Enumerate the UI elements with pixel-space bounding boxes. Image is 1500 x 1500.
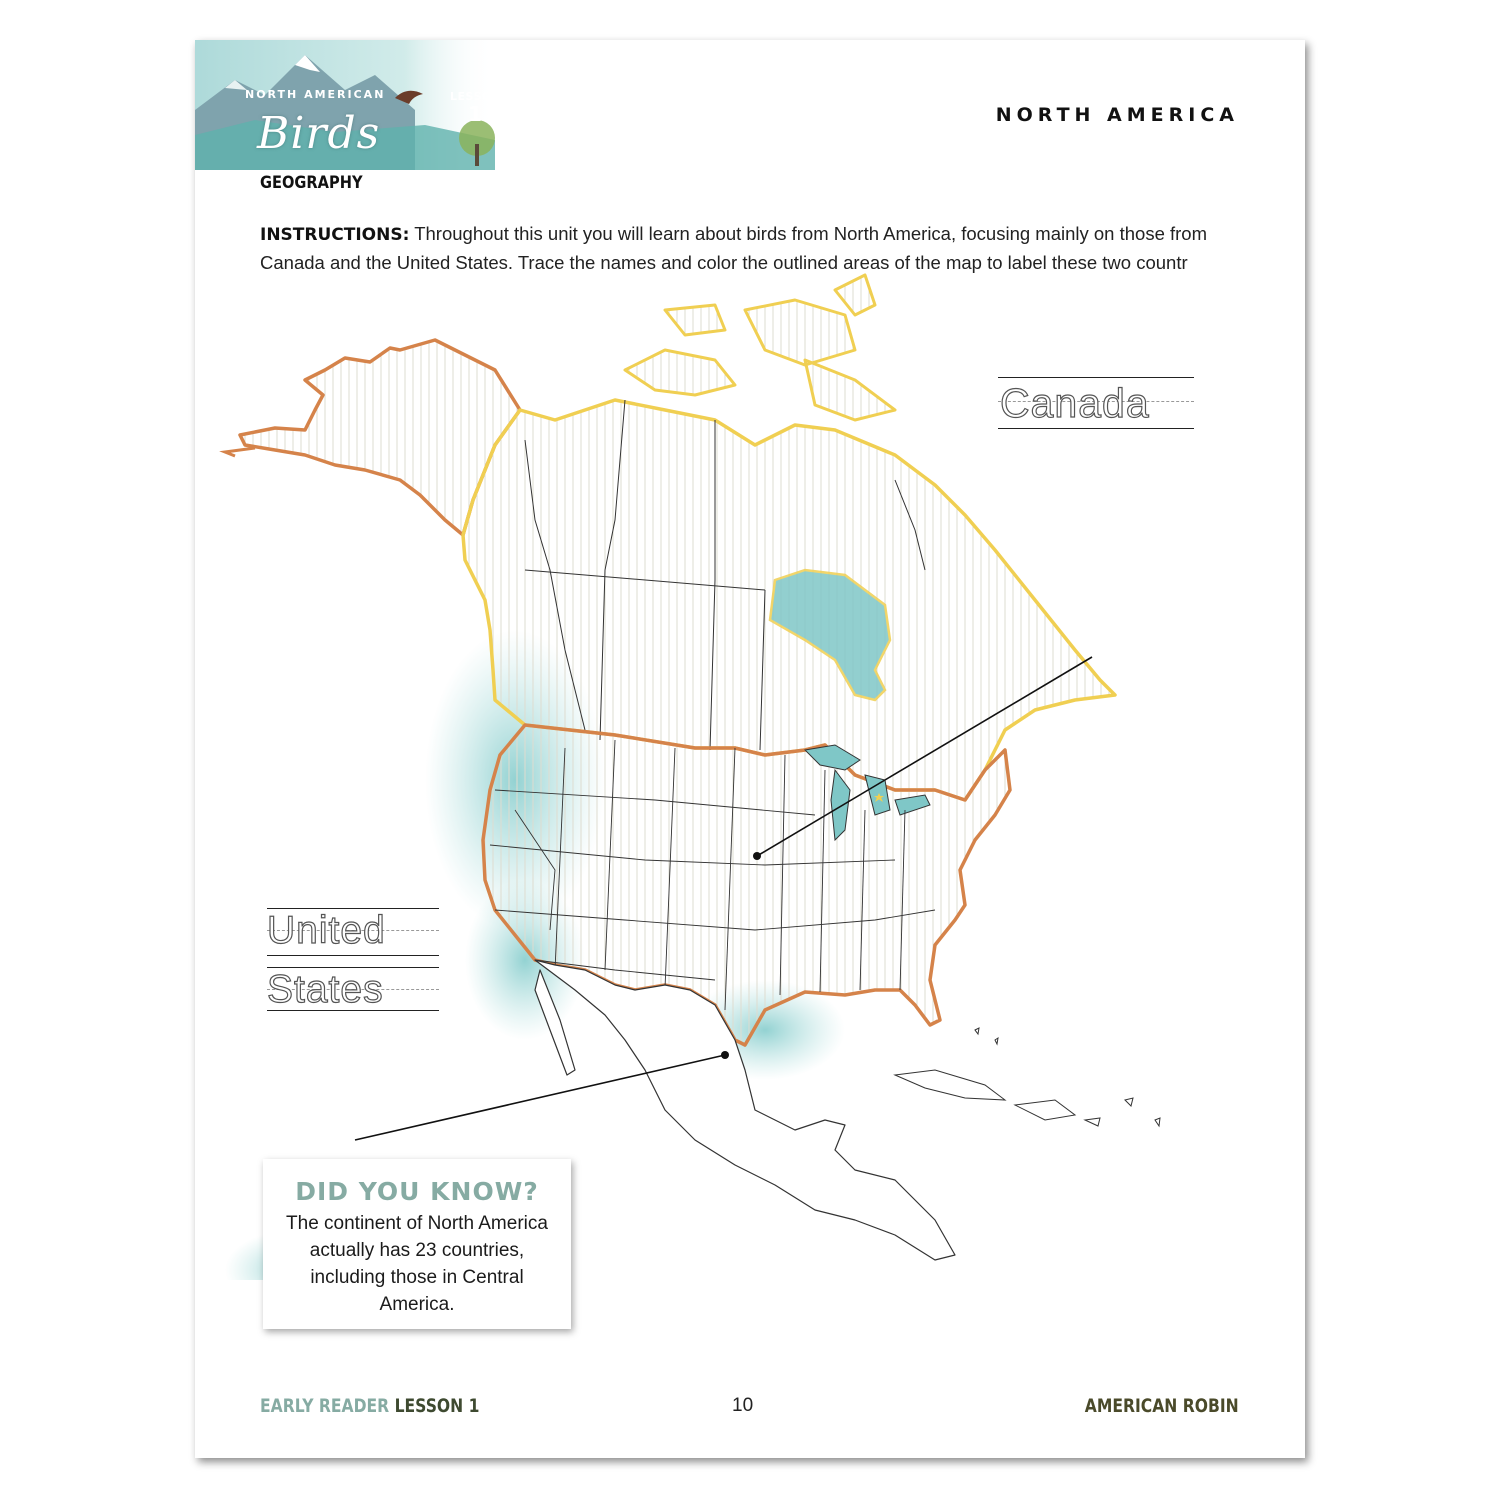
page-heading: NORTH AMERICA xyxy=(995,104,1239,126)
us-trace-text-line1: United xyxy=(267,909,386,952)
instructions-text: Throughout this unit you will learn about birds from North America, focusing mainly on those from Canada and the United States. Trace the names and color the outlined areas of the map to label these two countr xyxy=(260,223,1208,273)
instructions-lead: INSTRUCTIONS: xyxy=(260,225,410,245)
footer-topic: AMERICAN ROBIN xyxy=(1085,1395,1239,1417)
worksheet-page xyxy=(195,40,1305,1458)
lesson-label: LESSON xyxy=(450,90,502,103)
us-trace-label-line2[interactable] xyxy=(267,967,439,1011)
us-trace-label-line1[interactable] xyxy=(267,908,439,956)
footer-level: EARLY READER xyxy=(260,1395,390,1417)
series-title: Birds xyxy=(257,108,381,159)
arctic-islands xyxy=(625,275,895,420)
series-banner xyxy=(195,40,515,170)
page-number: 10 xyxy=(732,1395,754,1416)
canada-trace-label[interactable] xyxy=(998,377,1194,429)
fact-title: DID YOU KNOW? xyxy=(295,1177,539,1206)
canada-pointer-dot xyxy=(753,852,761,860)
us-trace-text-line2: States xyxy=(267,968,384,1011)
footer-lesson xyxy=(260,1395,479,1417)
us-pointer-dot xyxy=(721,1051,729,1059)
caribbean-islands xyxy=(895,1028,1160,1126)
fact-body: The continent of North America actually has 23 countries, including those in Central America. xyxy=(286,1213,548,1315)
series-name-line: NORTH AMERICAN xyxy=(245,88,386,101)
canada-trace-text: Canada xyxy=(1000,380,1150,426)
did-you-know-box xyxy=(263,1159,571,1329)
lesson-number: 1 xyxy=(468,102,482,126)
footer-lesson-number: LESSON 1 xyxy=(394,1395,480,1417)
section-label: GEOGRAPHY xyxy=(260,173,363,193)
